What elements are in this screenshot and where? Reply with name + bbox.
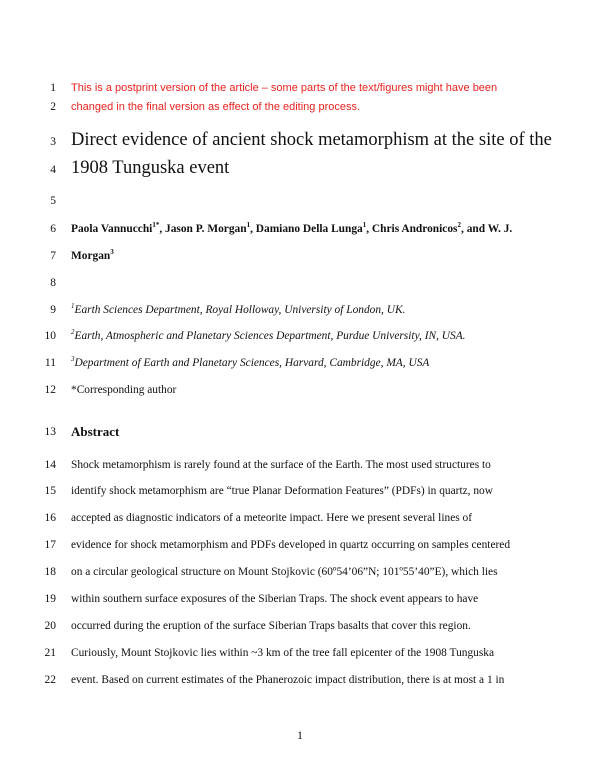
line-number: 22 (44, 674, 56, 686)
author-list-continued (71, 250, 114, 262)
page-number: 1 (297, 728, 303, 742)
affiliation (71, 330, 466, 342)
affiliation-text: Earth Sciences Department, Royal Holloway, University of London, UK. (74, 304, 406, 316)
author-sup: 2 (457, 221, 461, 229)
line-number: 4 (50, 164, 56, 176)
author-name: Paola Vannucchi (71, 223, 153, 235)
author-sup: 1 (246, 221, 251, 229)
author-name: , and W. J. (461, 223, 513, 235)
author-sup: 1* (152, 221, 160, 229)
line-number: 19 (44, 593, 56, 605)
abstract-line: occurred during the eruption of the surface Siberian Traps basalts that cover this region. (71, 620, 471, 632)
line-number: 10 (44, 330, 56, 342)
abstract-line: on a circular geological structure on Mount Stojkovic (60º54’06”N; 101º55’40”E), which lies (71, 566, 498, 578)
line-number: 16 (44, 512, 56, 524)
abstract-heading: Abstract (71, 424, 120, 439)
author-sup: 3 (110, 248, 114, 256)
abstract-line: event. Based on current estimates of the Phanerozoic impact distribution, there is at most a 1 in (71, 674, 505, 686)
line-number: 11 (44, 357, 56, 369)
line-number: 8 (50, 277, 56, 289)
abstract-line: identify shock metamorphism are “true Planar Deformation Features” (PDFs) in quartz, now (71, 485, 493, 497)
line-number: 15 (44, 485, 56, 497)
line-number: 3 (50, 136, 56, 148)
affiliation-sup: 1 (71, 302, 75, 310)
author-sup: 1 (362, 221, 367, 229)
affiliation-sup: 2 (71, 328, 75, 336)
abstract-line: evidence for shock metamorphism and PDFs developed in quartz occurring on samples centered (71, 539, 511, 551)
postprint-notice-line: changed in the final version as effect of the editing process. (71, 101, 361, 113)
author-name: , Jason P. Morgan (159, 223, 247, 235)
affiliation-sup: 3 (71, 355, 75, 363)
affiliation (71, 357, 429, 369)
corresponding-author-note: *Corresponding author (71, 384, 177, 396)
line-number: 20 (44, 620, 56, 632)
line-number: 14 (44, 459, 56, 471)
line-number: 2 (50, 101, 56, 113)
author-name: , Chris Andronicos (366, 223, 458, 235)
author-name: Morgan (71, 250, 111, 262)
line-number: 7 (50, 250, 56, 262)
abstract-line: Curiously, Mount Stojkovic lies within ~3 km of the tree fall epicenter of the 1908 Tunguska (71, 647, 495, 659)
line-number: 17 (44, 539, 56, 551)
affiliation-text: Department of Earth and Planetary Sciences, Harvard, Cambridge, MA, USA (74, 357, 430, 369)
affiliation (71, 304, 405, 316)
line-number: 6 (50, 223, 56, 235)
line-number: 9 (50, 304, 56, 316)
line-number: 13 (44, 426, 56, 438)
affiliation-text: Earth, Atmospheric and Planetary Sciences Department, Purdue University, IN, USA. (74, 330, 466, 342)
line-number: 1 (50, 82, 56, 94)
paper-title-line: Direct evidence of ancient shock metamorphism at the site of the (71, 130, 552, 150)
line-number: 12 (44, 384, 56, 396)
abstract-line: Shock metamorphism is rarely found at the surface of the Earth. The most used structures to (71, 459, 491, 471)
author-list (71, 223, 512, 235)
abstract-line: within southern surface exposures of the Siberian Traps. The shock event appears to have (71, 593, 479, 605)
line-number: 21 (44, 647, 56, 659)
author-name: , Damiano Della Lunga (250, 223, 363, 235)
line-number: 18 (44, 566, 56, 578)
line-number: 5 (50, 195, 56, 207)
abstract-line: accepted as diagnostic indicators of a meteorite impact. Here we present several lines of (71, 512, 473, 524)
paper-title-line: 1908 Tunguska event (71, 158, 230, 178)
postprint-notice-line: This is a postprint version of the article – some parts of the text/figures might have been (71, 82, 498, 94)
